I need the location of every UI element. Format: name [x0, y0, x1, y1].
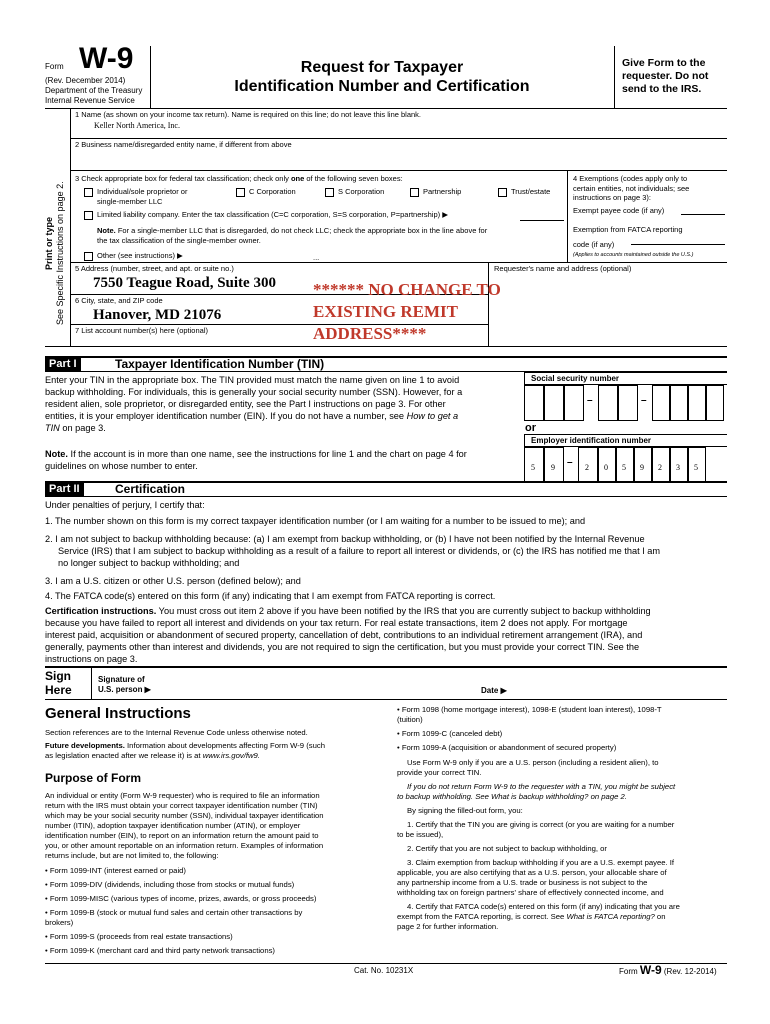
ein-value-digit: 0 [604, 463, 608, 472]
see-instructions: See Specific Instructions on page 2. [55, 181, 65, 325]
part1-tag: Part I [45, 357, 81, 371]
catalog-number: Cat. No. 10231X [354, 966, 414, 975]
stamp-line-1: ****** NO CHANGE TO [313, 280, 501, 299]
ein-value-digit: 5 [622, 463, 626, 472]
print-or-type: Print or type [44, 216, 54, 270]
ein-dash: – [567, 457, 573, 468]
give-line-3: send to the IRS. [622, 83, 702, 95]
give-line-1: Give Form to the [622, 57, 706, 69]
checkbox-other[interactable]: Other (see instructions) ▶ [84, 251, 183, 261]
ssn-digit[interactable] [670, 385, 688, 421]
checkbox-box[interactable] [410, 188, 419, 197]
exemptions-label: 4 Exemptions (codes apply only to certain entities, not individuals; see instructions on page 3): [573, 174, 690, 202]
ssn-label: Social security number [531, 374, 620, 383]
part2-tag: Part II [45, 482, 84, 496]
title-line-2: Identification Number and Certification [234, 78, 530, 95]
no-change-stamp [313, 279, 501, 345]
applies-note: (Applies to accounts maintained outside the U.S.) [573, 252, 694, 258]
sign-word: Sign [45, 669, 71, 683]
llc-code-line[interactable] [520, 220, 564, 221]
here-word: Here [45, 683, 72, 697]
stamp-line-2: EXISTING REMIT [313, 302, 459, 321]
checkbox-box[interactable] [84, 188, 93, 197]
ein-value-digit: 2 [585, 463, 589, 472]
general-instructions-title: General Instructions [45, 705, 191, 722]
certification-body: Under penalties of perjury, I certify that: 1. The number shown on this form is my correct taxpayer identification number (or I am waiting for a number to be issued to me); and 2. I am not subject to backup withholding because: (a) I am exempt from backup withholding, or (b) I have not been notified by the Internal Revenue Service (IRS) that I am subject to backup withholding as a result of a failure to report all interest or dividends, or (c) the IRS has notified me that I am no longer subject to backup withholding; and 3. I am a U.S. citizen or other U.S. person (defined below); and 4. The FATCA code(s) entered on this form (if any) indicating that I am exempt from FATCA reporting is correct. Certification instructions. You must cross out item 2 above if you have been notified by the IRS that you are currently subject to backup withholding because you have failed to report all interest and dividends on your tax return. For real estate transactions, item 2 does not apply. For mortgage interest paid, acquisition or abandonment of secured property, cancellation of debt, contributions to an individual retirement arrangement (IRA), and generally, payments other than interest and dividends, you are not required to sign the certification, but you must provide your correct TIN. See the instructions on page 3. [45, 500, 661, 664]
checkbox-individual[interactable]: Individual/sole proprietor or [84, 187, 187, 197]
checkbox-box[interactable] [325, 188, 334, 197]
checkbox-partnership[interactable]: Partnership [410, 187, 461, 197]
checkbox-llc[interactable]: Limited liability company. Enter the tax classification (C=C corporation, S=S corporation, P=partnership) ▶ [84, 210, 448, 220]
part1-instructions: Enter your TIN in the appropriate box. The TIN provided must match the name given on line 1 to avoid backup withholding. For individuals, this is generally your social security number (SSN). However, for a resident alien, sole proprietor, or disregarded entity, see the Part I instructions on page 3. For other entities, it is your employer identification number (EIN). If you do not have a number, see How to get a TIN on page 3. Note. If the account is in more than one name, see the instructions for line 1 and the chart on page 4 for guidelines on whose number to enter. [45, 375, 467, 471]
ssn-digit[interactable] [618, 385, 638, 421]
department: Department of the Treasury [45, 86, 143, 95]
address-field[interactable]: 7550 Teague Road, Suite 300 [93, 275, 276, 291]
ein-value-digit: 9 [640, 463, 644, 472]
part1-title: Taxpayer Identification Number (TIN) [115, 357, 325, 371]
ein-value-digit: 5 [531, 463, 535, 472]
fatca-label: Exemption from FATCA reporting code (if any) [573, 225, 683, 249]
ein-value-digit: 3 [676, 463, 680, 472]
ein-value-digit: 2 [658, 463, 662, 472]
agency: Internal Revenue Service [45, 96, 135, 105]
general-right-column: • Form 1098 (home mortgage interest), 1098-E (student loan interest), 1098-T (tuition) • Form 1099-C (canceled debt) • Form 1099-A (acquisition or abandonment of secured property) Use Form W-9 only if you are a U.S. person (including a resident alien), to provide your correct TIN. If you do not return Form W-9 to the requester with a TIN, you might be subject to backup withholding. See What is backup withholding? on page 2. By signing the filled-out form, you: 1. Certify that the TIN you are giving is correct (or you are waiting for a number to be issued), 2. Certify that you are not subject to backup withholding, or 3. Claim exemption from backup withholding if you are a U.S. exempt payee. If applicable, you are also certifying that as a U.S. person, your allocable share of any partnership income from a U.S. trade or business is not subject to the withholding tax on foreign partners' share of effectively connected income, and 4. Certify that FATCA code(s) entered on this form (if any) indicating that you are exempt from the FATCA reporting, is correct. See What is FATCA reporting? on page 2 for further information. [397, 705, 680, 931]
ssn-digit[interactable] [688, 385, 706, 421]
give-form-note [622, 57, 708, 96]
line7-label: 7 List account number(s) here (optional) [75, 326, 208, 335]
ein-value-digit: 9 [551, 463, 555, 472]
date-field[interactable]: Date ▶ [481, 686, 507, 695]
checkbox-box[interactable] [84, 211, 93, 220]
checkbox-box[interactable] [498, 188, 507, 197]
city-state-zip-field[interactable]: Hanover, MD 21076 [93, 307, 222, 323]
ssn-dash: – [587, 395, 593, 406]
line1-name-field[interactable]: Keller North America, Inc. [94, 121, 180, 130]
ein-field[interactable] [524, 447, 714, 483]
checkbox-box[interactable] [84, 252, 93, 261]
form-number: W-9 [79, 42, 134, 75]
ssn-field[interactable] [524, 385, 724, 421]
ein-label: Employer identification number [531, 436, 652, 445]
other-dots: ... [313, 253, 320, 262]
line5-label: 5 Address (number, street, and apt. or suite no.) [75, 264, 234, 273]
give-line-2: requester. Do not [622, 70, 709, 82]
side-instructions [44, 95, 66, 325]
checkbox-trust[interactable]: Trust/estate [498, 187, 550, 197]
ssn-digit[interactable] [706, 385, 724, 421]
signature-field[interactable]: Signature of U.S. person ▶ [98, 675, 151, 694]
line2-label: 2 Business name/disregarded entity name, if different from above [75, 140, 292, 149]
stamp-line-3: ADDRESS**** [313, 324, 427, 343]
ssn-dash: – [641, 395, 647, 406]
line1-label: 1 Name (as shown on your income tax return). Name is required on this line; do not leave this line blank. [75, 110, 422, 119]
exempt-payee-label: Exempt payee code (if any) [573, 206, 665, 215]
form-title [150, 58, 614, 96]
footer-form-id: Form W-9 (Rev. 12-2014) [619, 963, 717, 977]
checkbox-c-corp[interactable]: C Corporation [236, 187, 296, 197]
exempt-payee-field[interactable] [681, 214, 725, 215]
general-left-column: Section references are to the Internal Revenue Code unless otherwise noted. Future developments. Information about developments affecting Form W-9 (such as legislation enacted after we release it) is at www.irs.gov/fw9. Purpose of Form An individual or entity (Form W-9 requester) who is required to file an information return with the IRS must obtain your correct taxpayer identification number (TIN) which may be your social security number (SSN), individual taxpayer identification number (ITIN), adoption taxpayer identification number (ATIN), or employer identification number (EIN), to report on an information return the amount paid to you, or other amount reportable on an information return. Examples of information returns include, but are not limited to, the following: • Form 1099-INT (interest earned or paid) • Form 1099-DIV (dividends, including those from stocks or mutual funds) • Form 1099-MISC (various types of income, prizes, awards, or gross proceeds) • Form 1099-B (stock or mutual fund sales and certain other transactions by brokers) • Form 1099-S (proceeds from real estate transactions) • Form 1099-K (merchant card and third party network transactions) [45, 728, 326, 955]
line6-label: 6 City, state, and ZIP code [75, 296, 163, 305]
ssn-digit[interactable] [524, 385, 544, 421]
ssn-digit[interactable] [544, 385, 564, 421]
or-label: or [525, 422, 536, 434]
ssn-digit[interactable] [564, 385, 584, 421]
llc-note: Note. For a single-member LLC that is disregarded, do not check LLC; check the appropriate box in the line above for the tax classification of the single-member owner. [97, 226, 488, 245]
line3-label: 3 Check appropriate box for federal tax classification; check only one of the following seven boxes: [75, 174, 403, 183]
form-label: Form [45, 62, 64, 71]
sign-here-label [45, 669, 72, 697]
individual-line-2: single-member LLC [97, 197, 163, 206]
ssn-digit[interactable] [598, 385, 618, 421]
part2-title: Certification [115, 482, 186, 496]
ssn-digit[interactable] [652, 385, 670, 421]
checkbox-box[interactable] [236, 188, 245, 197]
revision: (Rev. December 2014) [45, 76, 126, 85]
requester-label: Requester's name and address (optional) [494, 264, 632, 273]
checkbox-s-corp[interactable]: S Corporation [325, 187, 384, 197]
ein-value-digit: 5 [694, 463, 698, 472]
title-line-1: Request for Taxpayer [300, 59, 464, 76]
fatca-code-field[interactable] [631, 244, 725, 245]
